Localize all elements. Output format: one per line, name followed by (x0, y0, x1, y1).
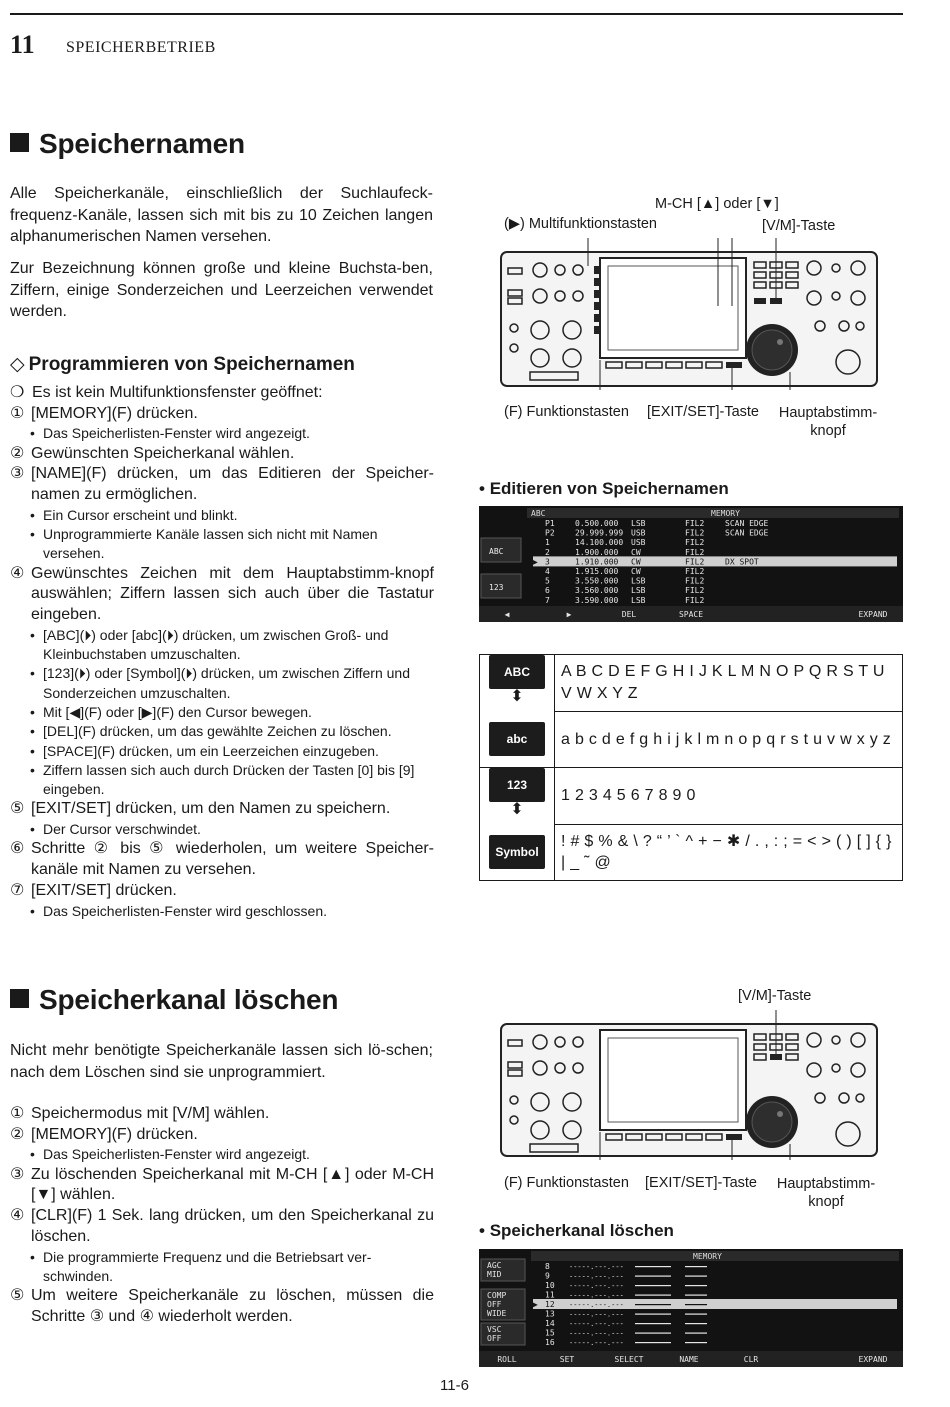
step-item (10, 444, 434, 465)
row-empty-filter (685, 1342, 707, 1343)
row-frequency: 14.100.000 (575, 538, 624, 548)
row-channel: 16 (545, 1338, 555, 1347)
row-frequency: 1.910.000 (575, 557, 619, 567)
key-symbol[interactable]: Symbol (489, 835, 545, 869)
delete-paragraph: Nicht mehr benötigte Speicherkanäle lassen sich lö-schen; nach dem Löschen sind sie unprogrammiert. (10, 1042, 433, 1081)
step-note: • Das Speicherlisten-Fenster wird angezeigt. (10, 424, 434, 443)
chars-digits: 1 2 3 4 5 6 7 8 9 0 (555, 768, 903, 825)
row-channel: 14 (545, 1319, 555, 1328)
up-down-arrow-icon: ⬍ (510, 801, 524, 818)
screen2-side-key-label[interactable]: MID (487, 1270, 502, 1279)
heading-editing-names: • Editieren von Speichernamen (479, 479, 729, 498)
step-number: ③ (10, 465, 25, 483)
row-empty-mode (635, 1276, 671, 1277)
step-note: • Das Speicherlisten-Fenster wird geschlossen. (10, 902, 434, 921)
screen2-side-key-label[interactable]: WIDE (487, 1309, 507, 1318)
step-text: Zu löschenden Speicherkanal mit M-CH [▲] oder M-CH [▼] wählen. (31, 1165, 434, 1204)
row-channel: 4 (545, 567, 550, 576)
step-number: ⑤ (10, 1287, 25, 1305)
row-empty-mode (635, 1333, 671, 1334)
section-title-speichernamen: Speichernamen (10, 128, 245, 160)
screen2-function-key[interactable]: EXPAND (858, 1355, 888, 1364)
label-vm: [V/M]-Taste (762, 218, 836, 234)
steps-list-naming (10, 383, 434, 921)
row-empty-filter (685, 1304, 707, 1305)
heading-delete-channel: • Speicherkanal löschen (479, 1221, 674, 1240)
key-abc-lower[interactable]: abc (489, 722, 545, 756)
step-item (10, 464, 434, 505)
row-channel: 5 (545, 576, 550, 586)
circle-icon: ❍ (10, 384, 25, 401)
step-text: Schritte ② bis ⑤ wiederholen, um weitere Speicher-kanäle mit Namen zu versehen. (31, 840, 434, 879)
label-main-dial-2: Hauptabstimm-knopf (776, 1176, 876, 1210)
screen1-function-key[interactable]: ◀ (504, 610, 510, 619)
chars-uppercase: A B C D E F G H I J K L M N O P Q R S T U V W X Y Z (555, 655, 903, 712)
row-frequency: 0.500.000 (575, 519, 619, 528)
step-text: Gewünschtes Zeichen mit dem Hauptabstimm-knopf auswählen; Ziffern lassen sich auch über die Tastatur eingeben. (31, 564, 434, 624)
screen1-side-key-123[interactable]: 123 (489, 583, 504, 592)
key-abc[interactable]: ABC (489, 655, 545, 689)
row-empty-mode (635, 1314, 671, 1315)
screen2-title: MEMORY (693, 1252, 722, 1261)
row-channel: 3 (545, 557, 550, 567)
row-channel: P2 (545, 528, 555, 538)
step-number: ① (10, 404, 25, 422)
row-filter: FIL2 (685, 557, 705, 567)
step-item (10, 404, 434, 425)
row-empty-frequency: -----.---.--- (569, 1329, 624, 1338)
up-down-arrow-icon: ⬍ (510, 688, 524, 705)
row-filter: FIL2 (685, 586, 705, 596)
label-function-keys: (F) Funktionstasten (504, 404, 629, 420)
label-exit-set-2: [EXIT/SET]-Taste (645, 1175, 757, 1191)
row-filter: FIL2 (685, 576, 705, 586)
row-channel: 1 (545, 538, 550, 548)
step-number: ③ (10, 1165, 25, 1183)
label-vm-2: [V/M]-Taste (738, 988, 812, 1004)
step-number: ② (10, 1125, 25, 1143)
row-frequency: 3.590.000 (575, 595, 619, 605)
row-channel: 2 (545, 547, 550, 557)
row-empty-frequency: -----.---.--- (569, 1301, 624, 1309)
row-frequency: 1.915.000 (575, 567, 619, 576)
row-channel: 12 (545, 1300, 555, 1309)
table-row (480, 655, 903, 712)
intro-paragraph-1: Alle Speicherkanäle, einschließlich der Suchlaufeck-frequenz-Kanäle, lassen sich mit bis zu 10 Zeichen langen alphanumerischen Namen versehen. (10, 185, 433, 245)
row-channel: 10 (545, 1281, 555, 1290)
chars-symbols: ! # $ % & \ ? “ ’ ` ^ + − ✱ / . , : ; = < > ( ) [ ] { } | _ ˜ @ (555, 824, 903, 880)
row-mode: LSB (631, 595, 646, 605)
row-mode: CW (631, 567, 641, 576)
row-mode: LSB (631, 576, 646, 586)
step-number: ⑥ (10, 840, 25, 858)
table-row (480, 768, 903, 825)
character-table (479, 654, 903, 881)
step-note: • Das Speicherlisten-Fenster wird angezeigt. (10, 1145, 434, 1164)
steps-list-delete (10, 1104, 434, 1328)
row-mode: LSB (631, 519, 646, 528)
row-filter: FIL2 (685, 519, 705, 528)
screen1-mode-tag: ABC (531, 509, 546, 518)
screen1-graphic (479, 506, 903, 622)
chapter-number: 11 (10, 30, 35, 59)
row-empty-mode (635, 1295, 671, 1296)
row-empty-filter (685, 1333, 707, 1334)
row-frequency: 3.550.000 (575, 576, 619, 586)
step-number: ④ (10, 1207, 25, 1225)
chars-lowercase: a b c d e f g h i j k l m n o p q r s t u v w x y z (555, 711, 903, 768)
step-note: • Ziffern lassen sich auch durch Drücken der Tasten [0] bis [9] eingeben. (10, 761, 434, 800)
row-empty-mode (635, 1266, 671, 1267)
step-number: ④ (10, 564, 25, 582)
row-empty-mode (635, 1304, 671, 1305)
row-empty-filter (685, 1314, 707, 1315)
row-channel: P1 (545, 519, 555, 528)
row-channel: 9 (545, 1271, 550, 1281)
step-text: [CLR](F) 1 Sek. lang drücken, um den Speicherkanal zu löschen. (31, 1207, 434, 1245)
intro-paragraph-2: Zur Bezeichnung können große und kleine Buchsta-ben, Ziffern, einige Sonderzeichen und Leerzeichen verwendet werden. (10, 260, 433, 320)
step-note: • [SPACE](F) drücken, um ein Leerzeichen einzugeben. (10, 742, 434, 761)
row-empty-filter (685, 1295, 707, 1296)
row-pointer-icon: ▶ (533, 557, 538, 567)
row-filter: FIL2 (685, 595, 705, 605)
row-frequency: 1.900.000 (575, 547, 619, 557)
step-number: ⑦ (10, 881, 25, 899)
step-item (10, 564, 434, 626)
screen1-function-key[interactable]: EXPAND (858, 610, 888, 619)
step-item (10, 1125, 434, 1146)
subsection-title: ◇ Programmieren von Speichernamen (10, 354, 355, 375)
row-empty-filter (685, 1266, 707, 1267)
screen2-function-key[interactable]: CLR (743, 1355, 759, 1364)
row-channel: 13 (545, 1309, 555, 1319)
row-mode: USB (631, 538, 646, 548)
step-text: [MEMORY](F) drücken. (31, 404, 198, 422)
table-row (480, 711, 903, 768)
step-note: • [DEL](F) drücken, um das gewählte Zeichen zu löschen. (10, 722, 434, 741)
screen-memory-delete (479, 1249, 903, 1367)
screen2-side-key-label[interactable]: COMP (487, 1291, 507, 1300)
row-empty-frequency: -----.---.--- (569, 1272, 624, 1281)
label-function-keys-2: (F) Funktionstasten (504, 1175, 629, 1191)
row-empty-mode (635, 1342, 671, 1343)
step-note: • [ABC](⏵) oder [abc](⏵) drücken, um zwischen Groß- und Kleinbuchstaben umzuschalten. (10, 626, 434, 665)
screen1-function-key[interactable]: DEL (621, 610, 637, 619)
row-frequency: 29.999.999 (575, 528, 624, 538)
row-mode: CW (631, 547, 641, 557)
row-empty-filter (685, 1285, 707, 1286)
screen2-side-key-label[interactable]: VSC (487, 1325, 502, 1334)
table-row (480, 824, 903, 880)
square-bullet-icon (10, 133, 29, 152)
screen2-function-key[interactable]: SELECT (614, 1355, 644, 1364)
step-number: ② (10, 444, 25, 462)
step-text: Speichermodus mit [V/M] wählen. (31, 1105, 270, 1122)
row-mode: USB (631, 528, 646, 538)
step-note: • Ein Cursor erscheint und blinkt. (10, 506, 434, 525)
row-pointer-icon: ▶ (533, 1300, 538, 1309)
row-empty-frequency: -----.---.--- (569, 1320, 624, 1328)
label-mch: M-CH [▲] oder [▼] (655, 196, 779, 212)
row-empty-filter (685, 1323, 707, 1324)
step-note: • [123](⏵) oder [Symbol](⏵) drücken, um zwischen Ziffern und Sonderzeichen umzuschalten. (10, 664, 434, 703)
step-item (10, 881, 434, 902)
step-item (10, 1286, 434, 1327)
screen2-function-key[interactable]: SET (559, 1355, 575, 1364)
chapter-title: SPEICHERBETRIEB (66, 39, 216, 56)
row-empty-frequency: -----.---.--- (569, 1282, 624, 1290)
row-mode: LSB (631, 586, 646, 596)
step-text: [EXIT/SET] drücken, um den Namen zu speichern. (31, 800, 391, 818)
step-text: [NAME](F) drücken, um das Editieren der Speicher-namen zu ermöglichen. (31, 465, 434, 504)
diamond-icon: ◇ (10, 354, 25, 375)
step-note: • Unprogrammierte Kanäle lassen sich nicht mit Namen versehen. (10, 525, 434, 564)
row-filter: FIL2 (685, 528, 705, 538)
label-exit-set: [EXIT/SET]-Taste (647, 404, 759, 420)
row-empty-frequency: -----.---.--- (569, 1310, 624, 1319)
row-name: DX SPOT (725, 557, 759, 567)
key-123[interactable]: 123 (489, 768, 545, 802)
row-channel: 8 (545, 1262, 550, 1271)
screen2-side-key-label[interactable]: AGC (487, 1261, 502, 1270)
radio-front-panel-diagram-2 (500, 1010, 880, 1160)
section-title-delete: Speicherkanal löschen (10, 984, 338, 1016)
step-text: Gewünschten Speicherkanal wählen. (31, 444, 295, 462)
screen2-side-key-label[interactable]: OFF (487, 1300, 502, 1309)
square-bullet-icon (10, 989, 29, 1008)
step-item (10, 839, 434, 880)
screen1-title: MEMORY (711, 509, 740, 518)
step-item (10, 1206, 434, 1247)
row-channel: 7 (545, 595, 550, 605)
screen2-side-key-label[interactable]: OFF (487, 1334, 502, 1343)
row-name: SCAN EDGE (725, 519, 769, 528)
row-frequency: 3.560.000 (575, 586, 619, 596)
row-empty-frequency: -----.---.--- (569, 1291, 624, 1300)
radio-front-panel-diagram (500, 238, 880, 390)
row-name: SCAN EDGE (725, 528, 769, 538)
step-text: [EXIT/SET] drücken. (31, 881, 177, 899)
screen2-function-key[interactable]: NAME (679, 1355, 699, 1364)
step-text: [MEMORY](F) drücken. (31, 1125, 198, 1143)
row-filter: FIL2 (685, 567, 705, 576)
step-item (10, 1104, 434, 1125)
row-channel: 15 (545, 1328, 555, 1338)
label-multifunction: (▶) Multifunktionstasten (504, 216, 657, 232)
step-item (10, 799, 434, 820)
row-filter: FIL2 (685, 538, 705, 548)
row-channel: 6 (545, 586, 550, 596)
step-number: ① (10, 1105, 25, 1122)
row-empty-mode (635, 1285, 671, 1286)
screen2-function-key[interactable]: ROLL (497, 1355, 517, 1364)
row-empty-mode (635, 1323, 671, 1324)
page-number: 11-6 (440, 1377, 469, 1394)
row-empty-frequency: -----.---.--- (569, 1339, 624, 1347)
screen2-graphic (479, 1249, 903, 1367)
row-filter: FIL2 (685, 547, 705, 557)
row-empty-filter (685, 1276, 707, 1277)
condition-line: ❍ Es ist kein Multifunktionsfenster geöffnet: (10, 383, 434, 404)
row-empty-frequency: -----.---.--- (569, 1263, 624, 1271)
step-note: • Der Cursor verschwindet. (10, 820, 434, 839)
label-main-dial: Hauptabstimm-knopf (778, 405, 878, 439)
row-channel: 11 (545, 1290, 555, 1300)
step-item (10, 1165, 434, 1206)
step-note: • Die programmierte Frequenz und die Betriebsart ver-schwinden. (10, 1248, 434, 1287)
screen1-function-key[interactable]: ▶ (566, 610, 572, 619)
step-text: Um weitere Speicherkanäle zu löschen, müssen die Schritte ③ und ④ wiederholt werden. (31, 1287, 434, 1325)
screen1-side-key-abc[interactable]: ABC (489, 547, 504, 556)
screen-memory-edit (479, 506, 903, 622)
header-rule (10, 13, 903, 15)
step-number: ⑤ (10, 800, 25, 818)
screen1-function-key[interactable]: SPACE (678, 610, 704, 619)
step-note: • Mit [◀](F) oder [▶](F) den Cursor bewegen. (10, 703, 434, 722)
row-mode: CW (631, 557, 641, 567)
